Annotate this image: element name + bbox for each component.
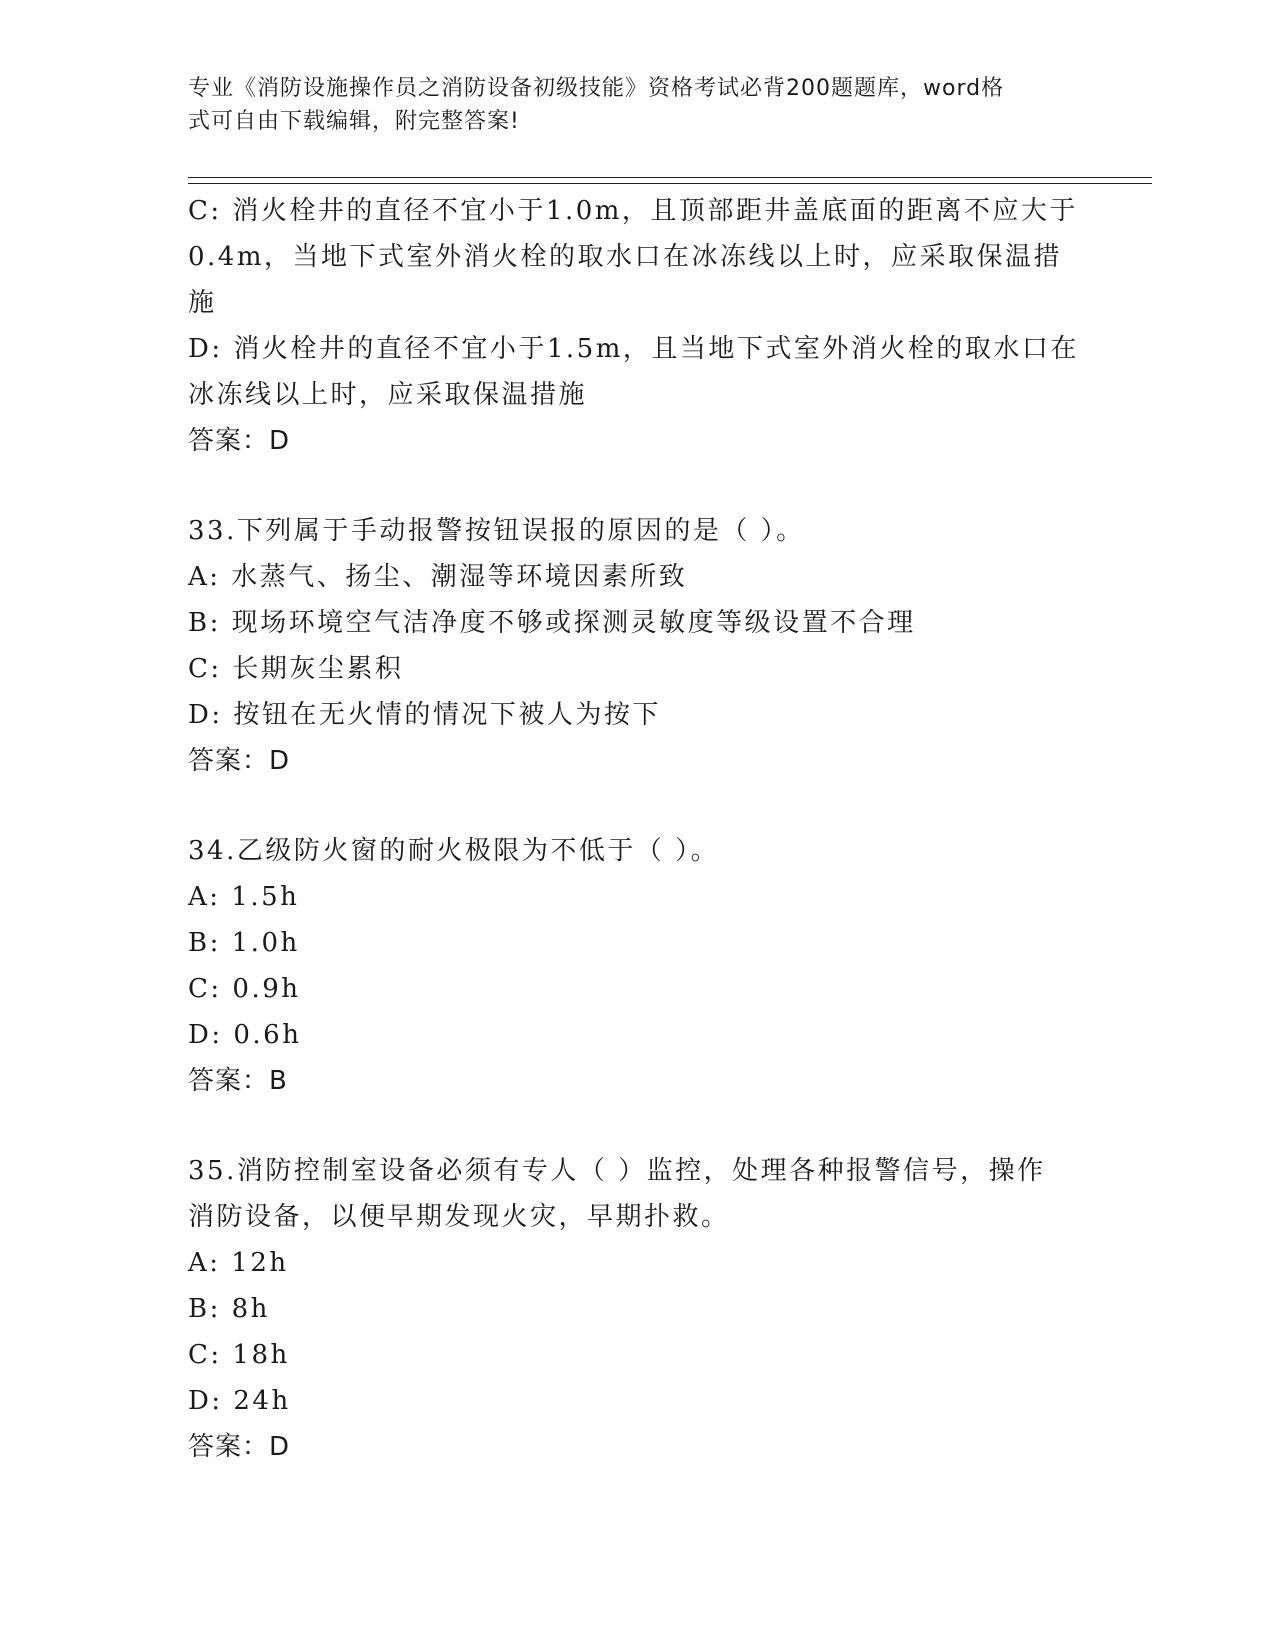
option-b: B: 1.0h [188,928,300,958]
option-c-line-3: 施 [188,288,217,318]
option-d: D: 0.6h [188,1020,302,1050]
question-list [188,188,1088,1470]
question-33 [188,508,1088,784]
answer-line: 答案：B [188,1066,288,1096]
question-stem-line-1: 35.消防控制室设备必须有专人（ ）监控，处理各种报警信号，操作 [188,1156,1046,1186]
document-header [188,72,1068,138]
question-spacer [188,784,1088,828]
question-spacer [188,464,1088,508]
option-d: D: 24h [188,1386,291,1416]
header-line-2: 式可自由下载编辑，附完整答案! [188,109,520,134]
option-a: A: 1.5h [188,882,300,912]
option-d: D: 按钮在无火情的情况下被人为按下 [188,700,661,730]
option-a: A: 12h [188,1248,289,1278]
question-34 [188,828,1088,1104]
option-b: B: 现场环境空气洁净度不够或探测灵敏度等级设置不合理 [188,608,916,638]
answer-line: 答案：D [188,746,291,776]
option-c: C: 0.9h [188,974,301,1004]
option-c-line-1: C: 消火栓井的直径不宜小于1.0m，且顶部距井盖底面的距离不应大于 [188,196,1078,226]
answer-line: 答案：D [188,426,291,456]
option-d-line-1: D: 消火栓井的直径不宜小于1.5m，且当地下式室外消火栓的取水口在 [188,334,1079,364]
question-stem: 34.乙级防火窗的耐火极限为不低于（ ）。 [188,836,720,866]
header-divider-bottom [188,183,1152,184]
question-stem-line-2: 消防设备，以便早期发现火灾，早期扑救。 [188,1202,730,1232]
answer-line: 答案：D [188,1432,291,1462]
question-spacer [188,1104,1088,1148]
option-b: B: 8h [188,1294,270,1324]
option-c: C: 18h [188,1340,290,1370]
question-32-continuation [188,188,1088,464]
option-d-line-2: 冰冻线以上时，应采取保温措施 [188,380,588,410]
header-divider-top [188,177,1152,178]
header-line-1: 专业《消防设施操作员之消防设备初级技能》资格考试必背200题题库，word格 [188,76,1005,101]
question-35 [188,1148,1088,1470]
option-a: A: 水蒸气、扬尘、潮湿等环境因素所致 [188,562,688,592]
option-c-line-2: 0.4m，当地下式室外消火栓的取水口在冰冻线以上时，应采取保温措 [188,242,1063,272]
question-stem: 33.下列属于手动报警按钮误报的原因的是（ ）。 [188,516,805,546]
option-c: C: 长期灰尘累积 [188,654,404,684]
